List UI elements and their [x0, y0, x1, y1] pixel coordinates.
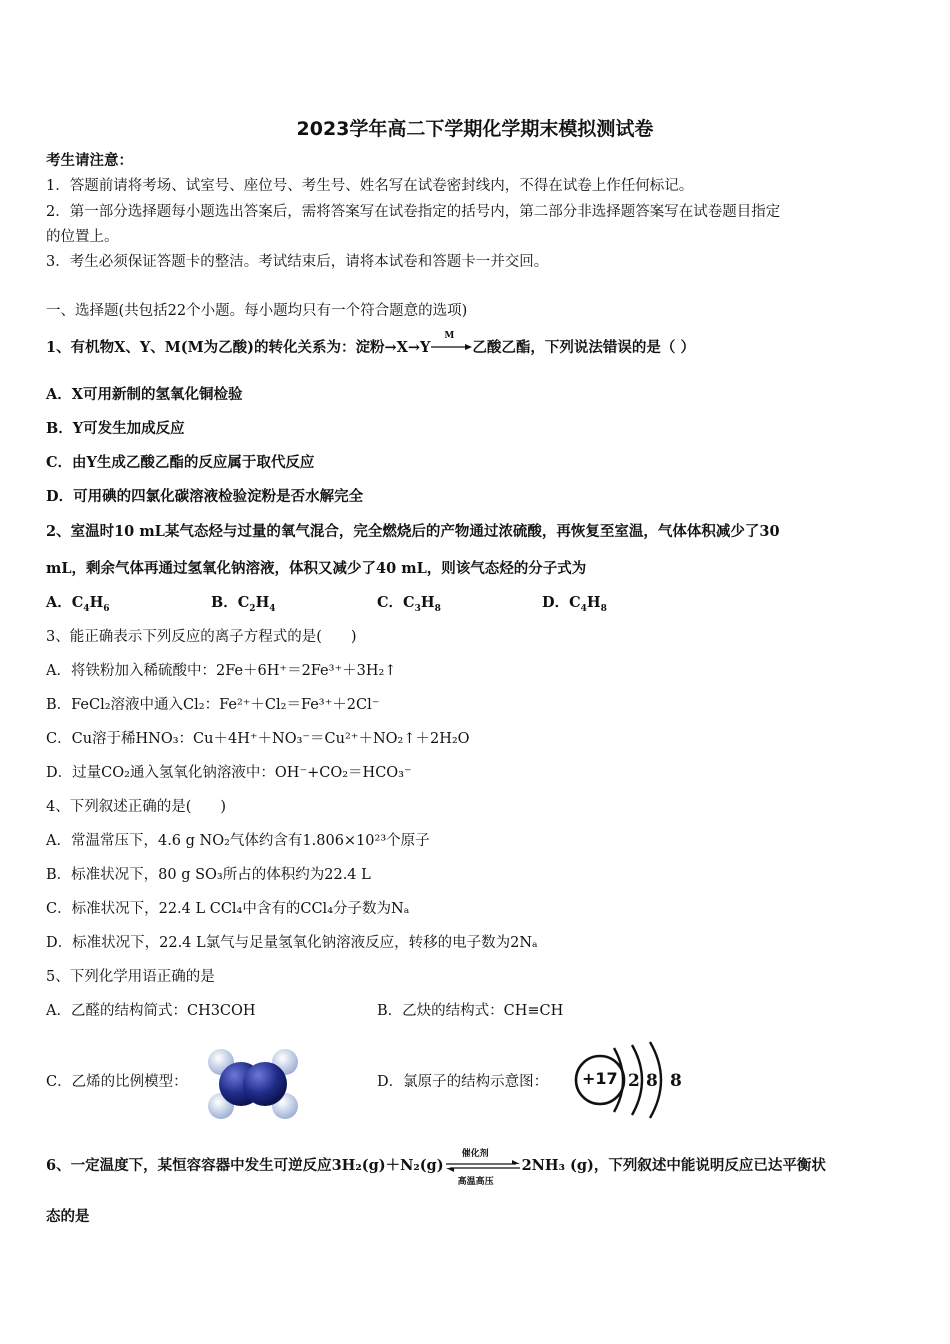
arrow-bottom-label: 高温高压 [457, 1177, 494, 1187]
notice-item-3: 3．考生必须保证答题卡的整洁。考试结束后，请将本试卷和答题卡一并交回。 [46, 254, 549, 270]
section-heading: 一、选择题(共包括22个小题。每小题均只有一个符合题意的选项) [46, 303, 468, 319]
arrow-label-m: M [444, 331, 455, 341]
shell-electrons-2: 8 [646, 1071, 658, 1091]
q2-option-c: C．$C_3H_8$ [377, 594, 441, 614]
arrow-top-label: 催化剂 [461, 1149, 489, 1159]
page-title: 2023学年高二下学期化学期末模拟测试卷 [296, 118, 654, 140]
q1-stem-part2: 乙酸乙酯，下列说法错误的是（ ） [472, 339, 695, 356]
q3-stem: 3、能正确表示下列反应的离子方程式的是( ) [46, 629, 357, 645]
q4-option-b: B．标准状况下，80 g SO₃所占的体积约为22.4 L [46, 867, 371, 883]
q2-option-d: D．$C_4H_8$ [542, 594, 607, 614]
q1-option-c: C．由Y生成乙酸乙酯的反应属于取代反应 [46, 454, 315, 471]
arrow-right-icon [430, 340, 472, 354]
q1-option-a: A．X可用新制的氢氧化铜检验 [46, 386, 243, 403]
q5-option-b: B．乙炔的结构式：CH≡CH [377, 1003, 564, 1019]
q5-option-d: D．氯原子的结构示意图： [377, 1074, 549, 1090]
q1-stem-part1: 1、有机物X、Y、M(M为乙酸)的转化关系为：淀粉→X→Y [46, 339, 431, 356]
notice-item-2-cont: 的位置上。 [46, 229, 119, 245]
q2-stem-line1: 2、室温时10 mL某气态烃与过量的氧气混合，完全燃烧后的产物通过浓硫酸，再恢复至室温，气体体积减少了30 [46, 523, 780, 540]
q4-option-a: A．常温常压下，4.6 g NO₂气体约含有1.806×10²³个原子 [46, 833, 430, 849]
q2-stem-line2: mL，剩余气体再通过氢氧化钠溶液，体积又减少了40 mL，则该气态烃的分子式为 [46, 560, 587, 577]
q3-option-a: A．将铁粉加入稀硫酸中：2Fe＋6H⁺＝2Fe³⁺＋3H₂↑ [46, 663, 397, 679]
carbon-atom [243, 1062, 287, 1106]
nucleus-charge: +17 [582, 1069, 618, 1088]
shell-electrons-3: 8 [670, 1071, 682, 1091]
q2-option-a: A．$C_4H_6$ [46, 594, 110, 614]
notice-item-2: 2．第一部分选择题每小题选出答案后，需将答案写在试卷指定的括号内，第二部分非选择题答案写在试卷题目指定 [46, 204, 781, 220]
q6-stem-part2: 2NH₃ (g)，下列叙述中能说明反应已达平衡状 [521, 1157, 826, 1174]
q6-stem-part1: 6、一定温度下，某恒容容器中发生可逆反应3H₂(g)＋N₂(g) [46, 1157, 444, 1174]
ethylene-model-image [207, 1046, 299, 1122]
q5-option-c: C．乙烯的比例模型： [46, 1074, 188, 1090]
reaction-arrow [430, 331, 472, 352]
q1-option-d: D．可用碘的四氯化碳溶液检验淀粉是否水解完全 [46, 488, 364, 505]
q6-stem-cont: 态的是 [46, 1208, 90, 1225]
notice-item-1: 1．答题前请将考场、试室号、座位号、考生号、姓名写在试卷密封线内，不得在试卷上作任何标记。 [46, 178, 694, 194]
notice-heading: 考生请注意： [46, 152, 133, 169]
q4-option-c: C．标准状况下，22.4 L CCl₄中含有的CCl₄分子数为Nₐ [46, 901, 410, 917]
q4-option-d: D．标准状况下，22.4 L氯气与足量氢氧化钠溶液反应，转移的电子数为2Nₐ [46, 935, 538, 951]
q3-option-c: C．Cu溶于稀HNO₃：Cu＋4H⁺＋NO₃⁻＝Cu²⁺＋NO₂↑＋2H₂O [46, 731, 470, 747]
q5-stem: 5、下列化学用语正确的是 [46, 969, 215, 985]
shell-electrons-1: 2 [628, 1071, 640, 1091]
chlorine-atom-diagram [570, 1040, 685, 1122]
q3-option-d: D．过量CO₂通入氢氧化钠溶液中：OH⁻+CO₂＝HCO₃⁻ [46, 765, 412, 781]
q5-option-a: A．乙醛的结构简式：CH3COH [46, 1003, 256, 1019]
q6-stem [46, 1149, 826, 1187]
q1-option-b: B．Y可发生加成反应 [46, 420, 185, 437]
q2-option-b: B．$C_2H_4$ [211, 594, 276, 614]
equilibrium-arrow [444, 1149, 522, 1187]
q4-stem: 4、下列叙述正确的是( ) [46, 799, 227, 815]
q1-stem [46, 331, 695, 358]
q3-option-b: B．FeCl₂溶液中通入Cl₂：Fe²⁺＋Cl₂＝Fe³⁺＋2Cl⁻ [46, 697, 380, 713]
